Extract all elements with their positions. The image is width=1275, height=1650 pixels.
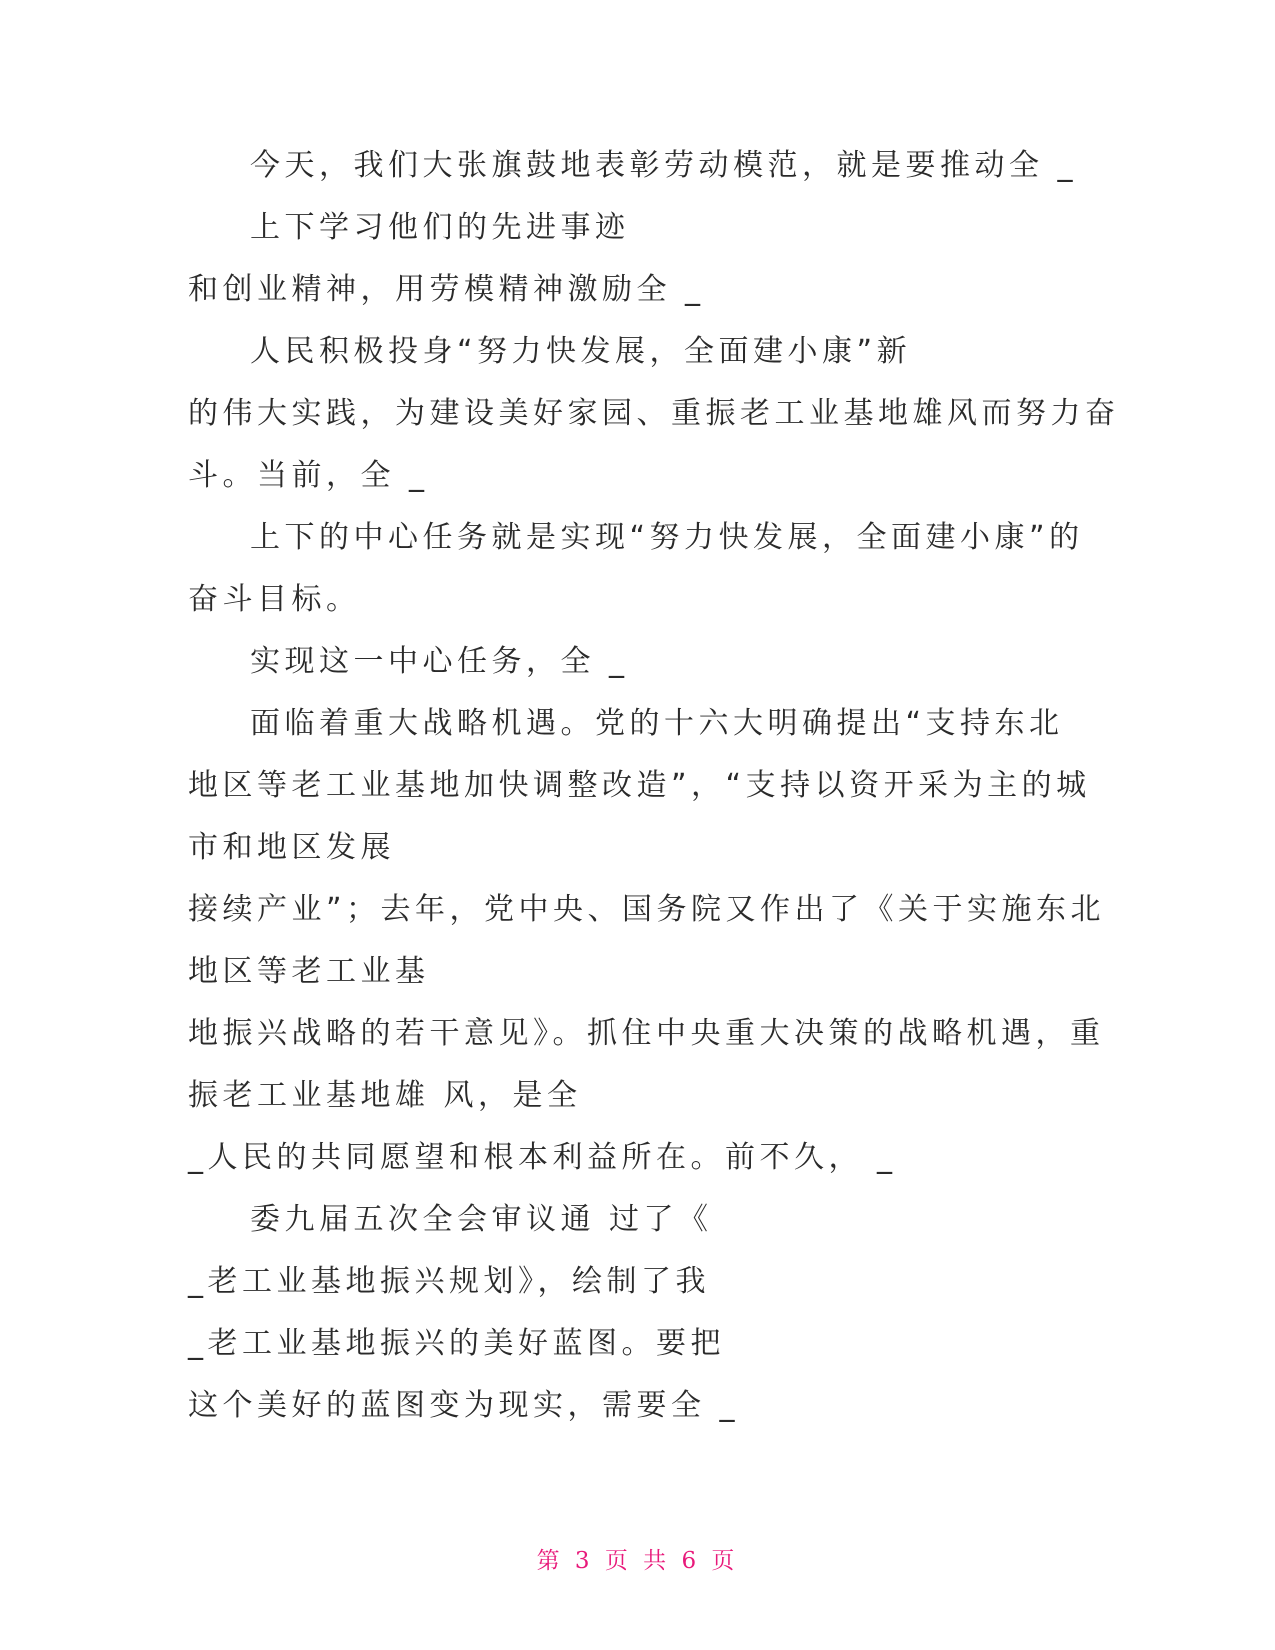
text-line: 接续产业”；去年，党中央、国务院又作出了《关于实施东北 (188, 892, 1106, 927)
text-line: 委九届五次全会审议通 过了《 (250, 1202, 713, 1237)
text-line: 上下学习他们的先进事迹 (250, 210, 630, 245)
text-line: 奋斗目标。 (188, 582, 361, 617)
text-line: _人民的共同愿望和根本利益所在。前不久， _ (188, 1140, 897, 1175)
text-line: 地区等老工业基 (188, 954, 430, 989)
text-line: 和创业精神，用劳模精神激励全 _ (188, 272, 705, 307)
text-line: 地区等老工业基地加快调整改造”，“支持以资开采为主的城 (188, 768, 1091, 803)
text-line: 这个美好的蓝图变为现实，需要全 _ (188, 1388, 740, 1423)
text-line: 实现这一中心任务，全 _ (250, 644, 629, 679)
text-line: 人民积极投身“努力快发展，全面建小康”新 (250, 334, 912, 369)
page-footer (0, 1542, 1275, 1575)
text-line: 市和地区发展 (188, 830, 395, 865)
text-line: 面临着重大战略机遇。党的十六大明确提出“支持东北 (250, 706, 1064, 741)
page-number-label: 第 3 页 共 6 页 (536, 1548, 739, 1574)
text-line: 斗。当前，全 _ (188, 458, 429, 493)
text-line: 振老工业基地雄 风，是全 (188, 1078, 582, 1113)
text-line: 上下的中心任务就是实现“努力快发展，全面建小康”的 (250, 520, 1084, 555)
text-line: 今天，我们大张旗鼓地表彰劳动模范，就是要推动全 _ (250, 148, 1078, 183)
text-line: _老工业基地振兴规划》，绘制了我 (188, 1264, 710, 1299)
text-line: _老工业基地振兴的美好蓝图。要把 (188, 1326, 725, 1361)
text-line: 地振兴战略的若干意见》。抓住中央重大决策的战略机遇，重 (188, 1016, 1105, 1051)
text-line: 的伟大实践，为建设美好家园、重振老工业基地雄风而努力奋 (188, 396, 1120, 431)
